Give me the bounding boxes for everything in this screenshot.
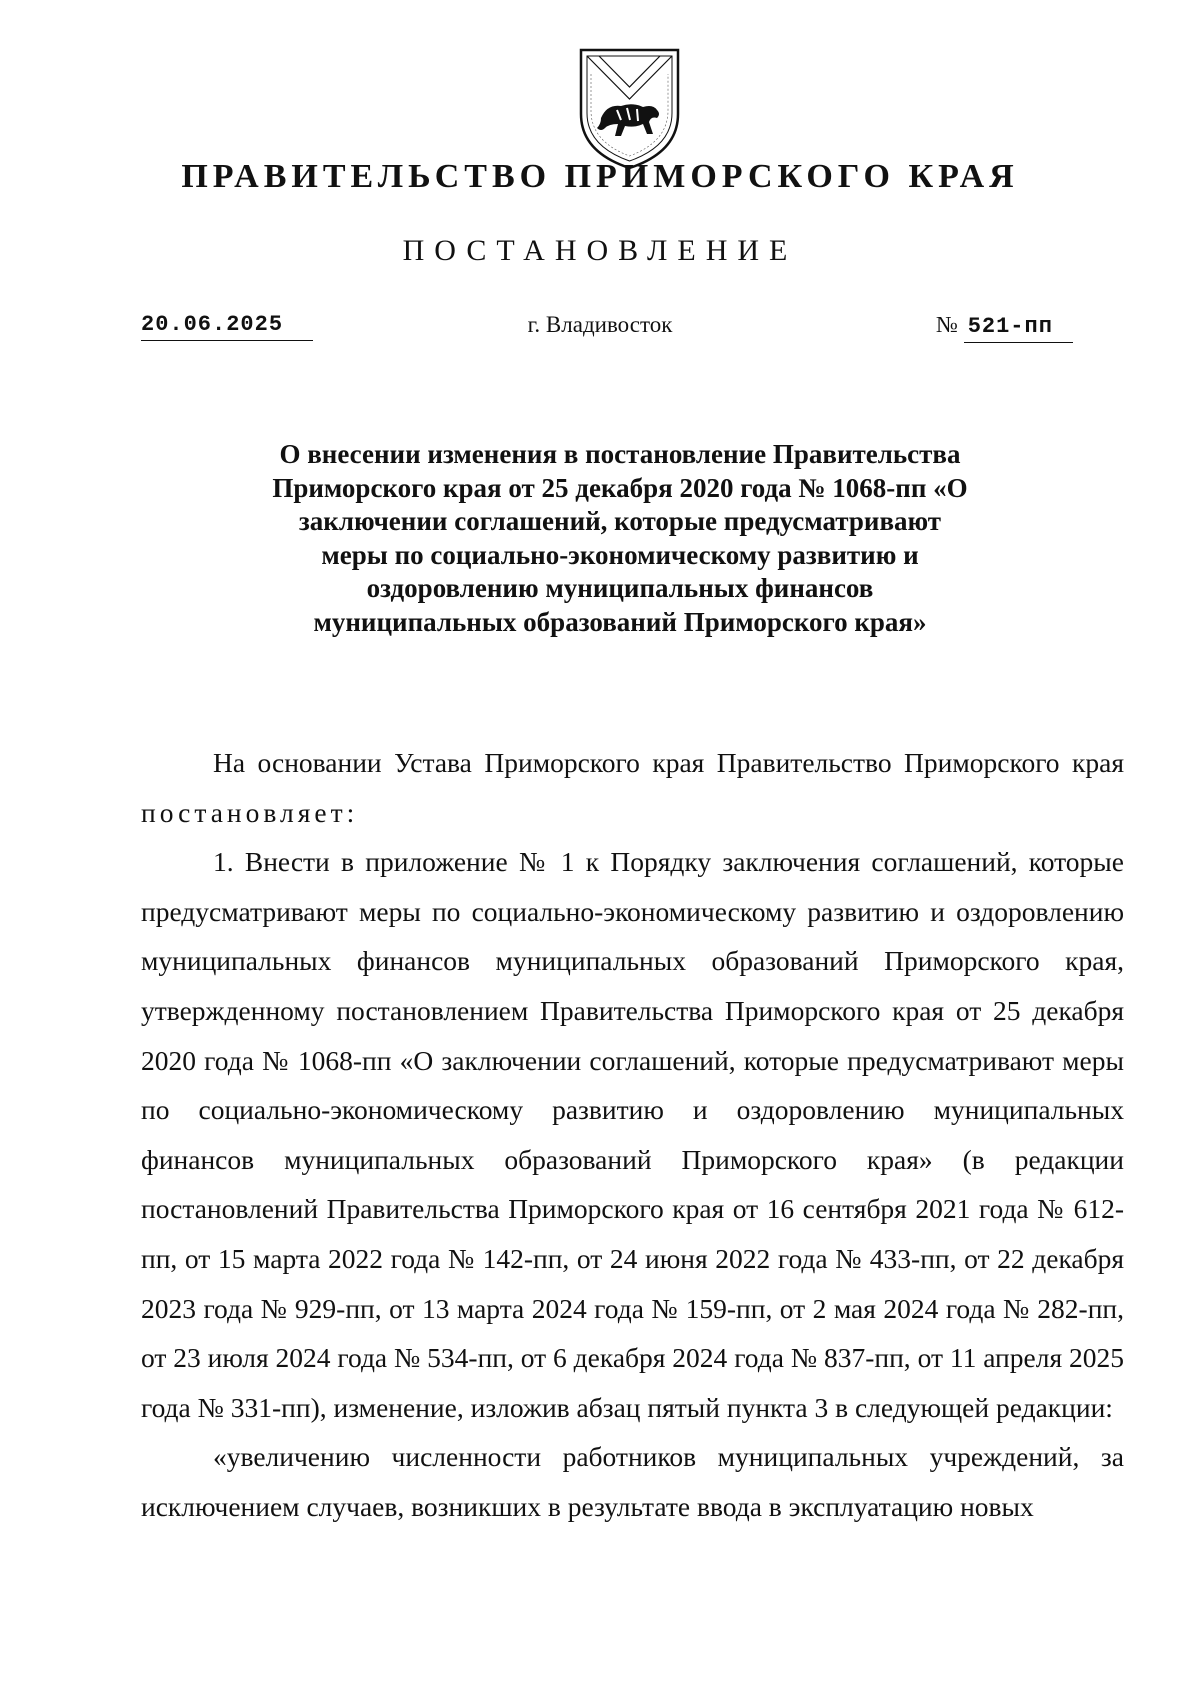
coat-of-arms-emblem [577,44,682,172]
number-value: 521-пп [964,312,1073,343]
document-number [936,310,1076,343]
item-1-paragraph: 1. Внести в приложение № 1 к Порядку заключения соглашений, которые предусматривают меры по социально-экономическому развитию и оздоровлению муниципальных финансов муниципальных образований Приморского края, утвержденному постановлением Правительства Приморского края от 25 декабря 2020 года № 1068-пп «О заключении соглашений, которые предусматривают меры по социально-экономическому развитию и оздоровлению муниципальных финансов муниципальных образований Приморского края» (в редакции постановлений Правительства Приморского края от 16 сентября 2021 года № 612-пп, от 15 марта 2022 года № 142-пп, от 24 июня 2022 года № 433-пп, от 22 декабря 2023 года № 929-пп, от 13 марта 2024 года № 159-пп, от 2 мая 2024 года № 282-пп, от 23 июля 2024 года № 534-пп, от 6 декабря 2024 года № 837-пп, от 11 апреля 2025 года № 331-пп), изменение, изложив абзац пятый пункта 3 в следующей редакции: [141,846,1124,1423]
intro-text: На основании Устава Приморского края Правительство Приморского края [213,747,1124,778]
document-date: 20.06.2025 [141,310,313,341]
tiger-shield-icon [577,44,682,172]
document-type: ПОСТАНОВЛЕНИЕ [402,234,798,267]
number-prefix: № [936,312,958,337]
quote-paragraph: «увеличению численности работников муниципальных учреждений, за исключением случаев, возникших в результате ввода в эксплуатацию новых [141,1441,1124,1522]
document-city: г. Владивосток [527,312,673,337]
document-body [141,738,1124,1532]
authority-name: ПРАВИТЕЛЬСТВО ПРИМОРСКОГО КРАЯ [181,158,1019,195]
intro-paragraph [141,738,1124,837]
document-title: О внесении изменения в постановление Правительства Приморского края от 25 декабря 2020 года № 1068-пп «О заключении соглашений, которые предусматривают меры по социально-экономическому развитию и оздоровлению муниципальных финансов муниципальных образований Приморского края» [272,439,968,637]
intro-action: постановляет: [141,796,359,828]
